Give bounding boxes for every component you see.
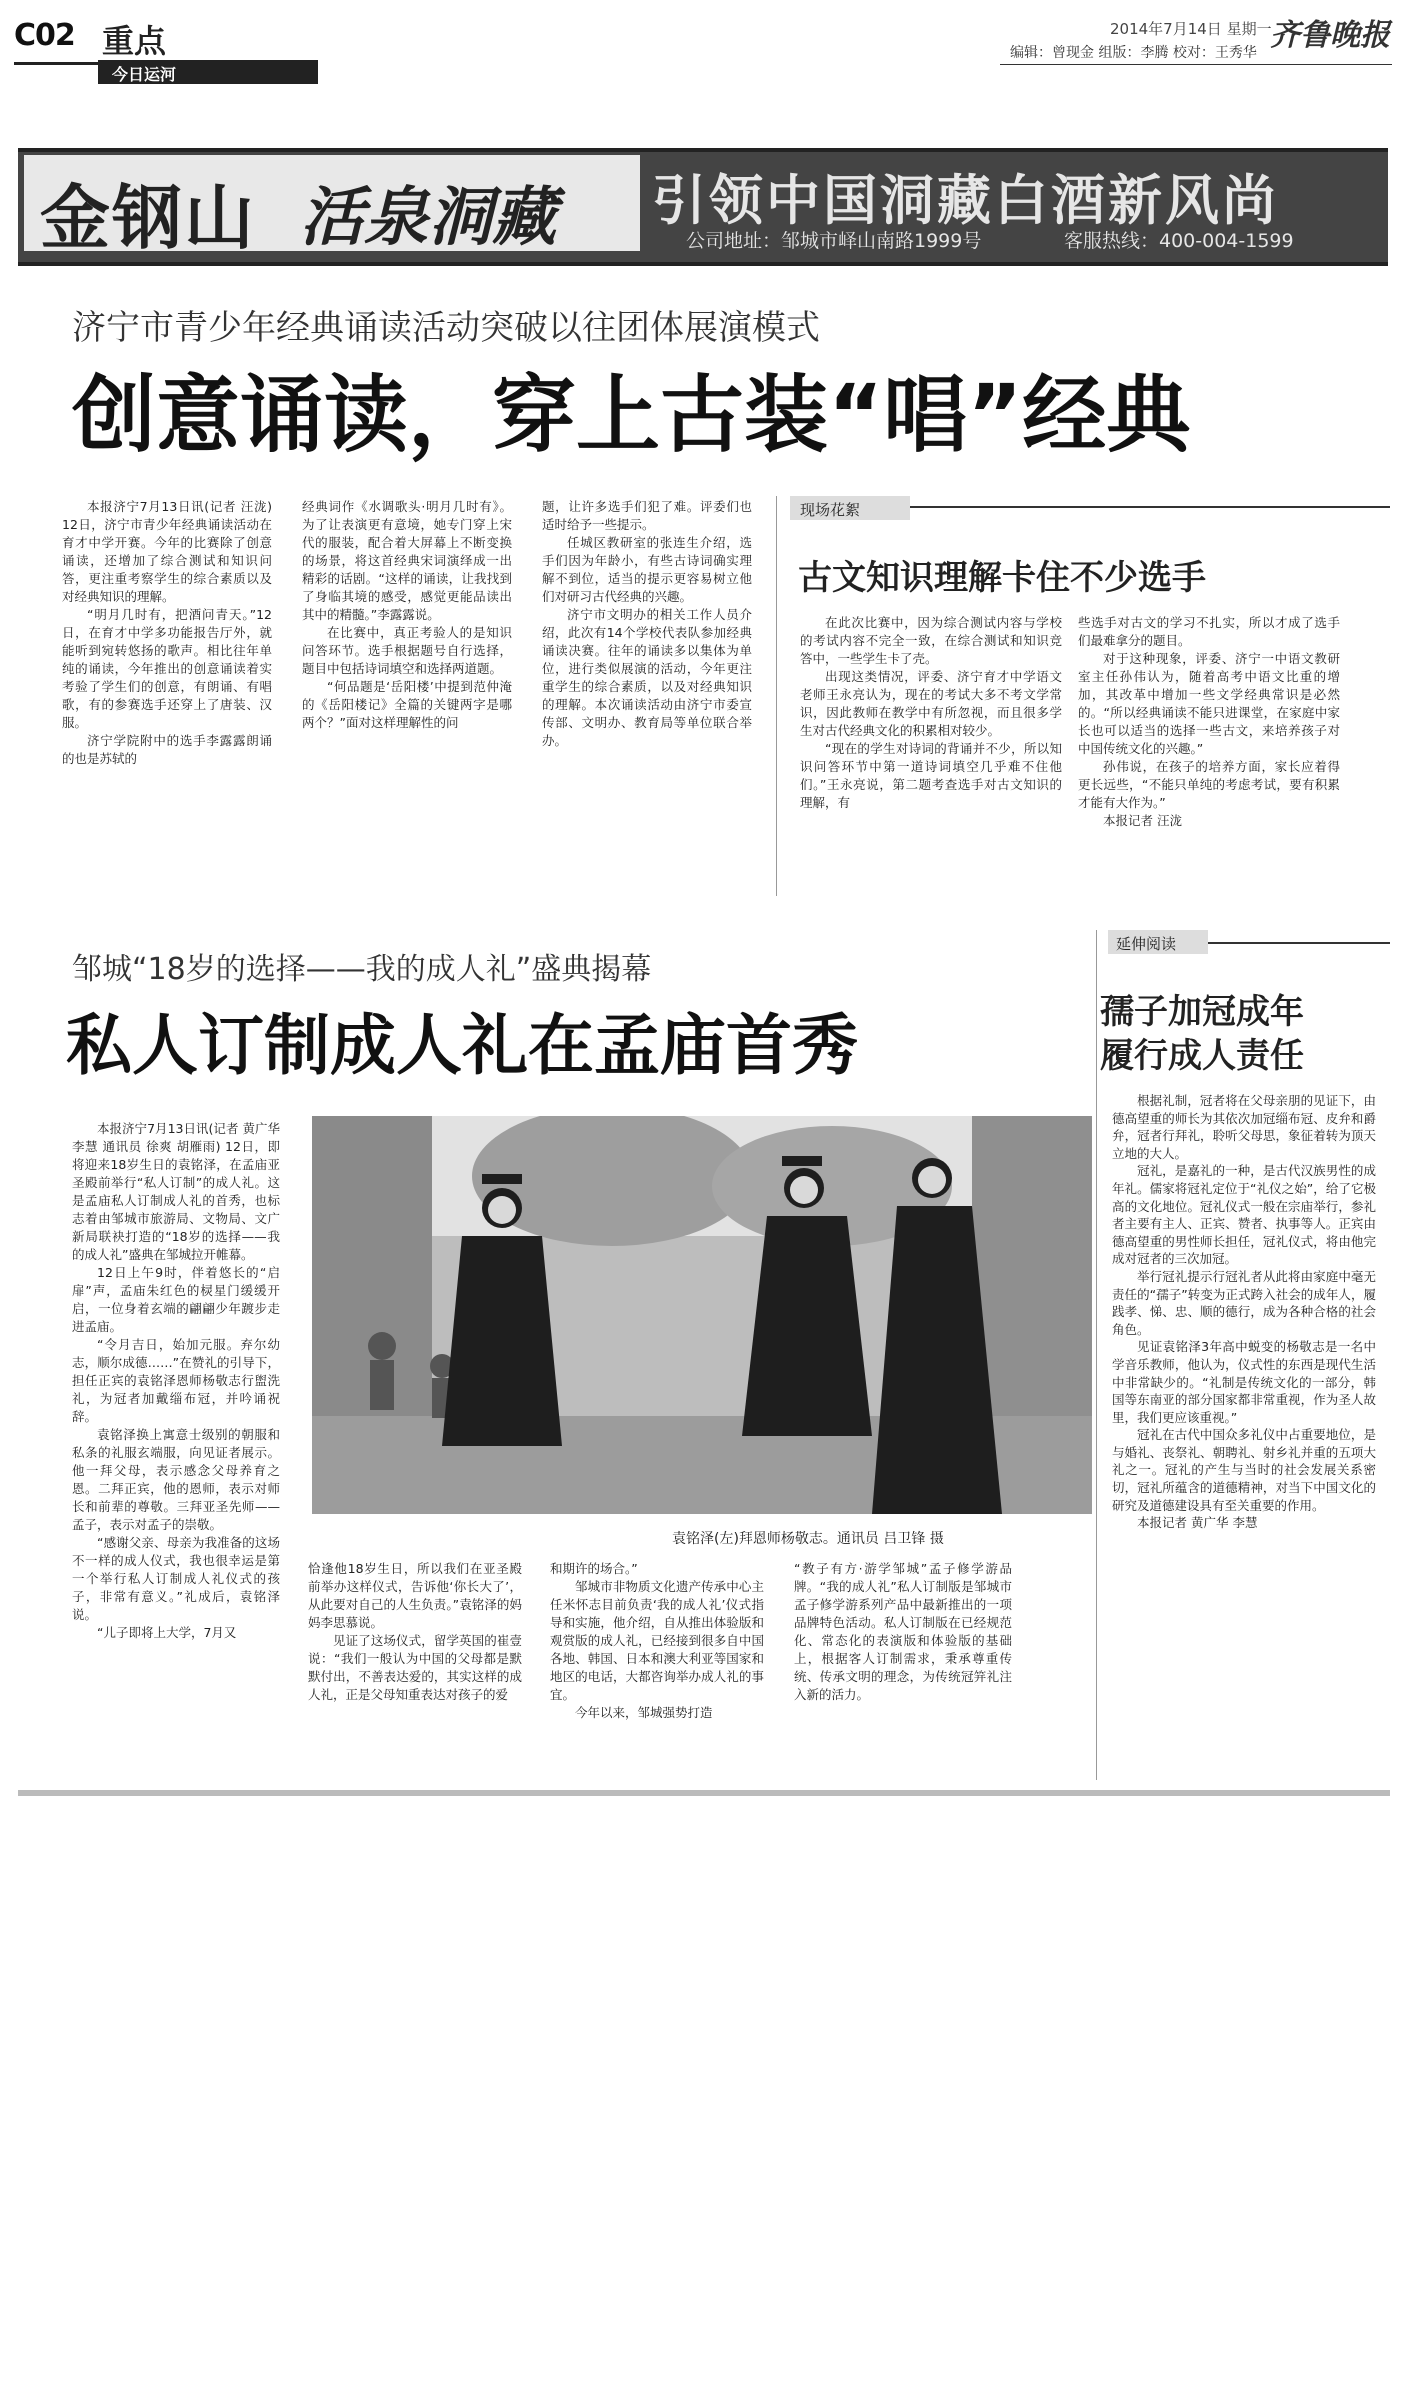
header-bottom-rule [1000, 64, 1392, 65]
paragraph: “明月几时有，把酒问青天。”12日，在育才中学多功能报告厅外，就能听到宛转悠扬的歌声。相比往年单纯的诵读，今年推出的创意诵读着实考验了学生们的创意，有朗诵、有唱歌，有的参赛选手还穿上了唐装、汉服。 [62, 607, 272, 730]
paragraph: 任城区教研室的张连生介绍，选手们因为年龄小，有些古诗词确实理解不到位，适当的提示更容易树立他们对研习古代经典的兴趣。 [542, 535, 752, 604]
article2-col4 [794, 1560, 1012, 1704]
paragraph: 本报济宁7月13日讯(记者 黄广华 李慧 通讯员 徐爽 胡雁雨) 12日，即将迎来18岁生日的袁铭泽，在孟庙亚圣殿前举行“私人订制”的成人礼。这是孟庙私人订制成人礼的首秀，也标志着由邹城市旅游局、文物局、文广新局联袂打造的“18岁的选择——我的成人礼”盛典在邹城拉开帷幕。 [72, 1121, 280, 1262]
sidebar2-body [1112, 1092, 1376, 1532]
paragraph: 济宁学院附中的选手李露露朗诵的也是苏轼的 [62, 733, 272, 766]
sidebar1-title: 古文知识理解卡住不少选手 [798, 558, 1206, 598]
ad-hotline: 客服热线：400-004-1599 [1064, 230, 1294, 252]
article1-subtitle: 济宁市青少年经典诵读活动突破以往团体展演模式 [72, 308, 820, 348]
editor-line: 编辑：曾现金 组版：李腾 校对：王秀华 [1010, 45, 1257, 61]
paragraph: 12日上午9时，伴着悠长的“启扉”声，孟庙朱红色的棂星门缓缓开启，一位身着玄端的翩翩少年踱步走进孟庙。 [72, 1265, 280, 1334]
paragraph: 题，让许多选手们犯了难。评委们也适时给予一些提示。 [542, 499, 752, 532]
paragraph: 见证了这场仪式，留学英国的崔壹说：“我们一般认为中国的父母都是默默付出，不善表达爱的，其实这样的成人礼，正是父母知重表达对孩子的爱 [308, 1633, 522, 1702]
article2-col3 [550, 1560, 764, 1722]
article2-col2 [308, 1560, 522, 1704]
paragraph: 邹城市非物质文化遗产传承中心主任米怀志目前负责‘我的成人礼’仪式指导和实施，他介绍，自从推出体验版和观赏版的成人礼，已经接到很多自中国各地、韩国、日本和澳大利亚等国家和地区的电话，大都咨询举办成人礼的事宜。 [550, 1579, 764, 1702]
article1-col1 [62, 498, 272, 768]
ad-brand-sub: 活泉洞藏 [300, 180, 556, 255]
paragraph: 些选手对古文的学习不扎实，所以才成了选手们最难拿分的题目。 [1078, 615, 1340, 648]
paragraph: 举行冠礼提示行冠礼者从此将由家庭中毫无责任的“孺子”转变为正式跨入社会的成年人，履践孝、悌、忠、顺的德行，成为各种合格的社会角色。 [1112, 1268, 1376, 1337]
article2-title: 私人订制成人礼在孟庙首秀 [66, 1007, 858, 1084]
sidebar2-tag-label: 延伸阅读 [1116, 935, 1177, 953]
sidebar1-col1 [800, 614, 1062, 812]
paragraph: “感谢父亲、母亲为我准备的这场不一样的成人仪式，我也很幸运是第一个举行私人订制成人礼仪式的孩子，非常有意义。”礼成后，袁铭泽说。 [72, 1535, 280, 1622]
ad-slogan: 引领中国洞藏白酒新风尚 [652, 169, 1279, 232]
paragraph: 对于这种现象，评委、济宁一中语文教研室主任孙伟认为，随着高考中语文比重的增加，其改革中增加一些文学经典常识是必然的。“所以经典诵读不能只进课堂，在家庭中家长也可以适当的选择一些古文，来培养孩子对中国传统文化的兴趣。” [1078, 651, 1340, 756]
paragraph: “儿子即将上大学，7月又 [97, 1625, 237, 1640]
masthead-logo: 齐鲁晚报 [1270, 18, 1390, 53]
paragraph: 根据礼制，冠者将在父母亲朋的见证下，由德高望重的师长为其依次加冠缁布冠、皮弁和爵弁，冠者行拜礼，聆听父母思，象征着转为顶天立地的大人。 [1112, 1093, 1376, 1161]
paragraph: 袁铭泽换上寓意士级别的朝服和私条的礼服玄端服，向见证者展示。他一拜父母，表示感念父母养育之恩。二拜正宾，他的恩师，表示对师长和前辈的尊敬。三拜亚圣先师——孟子，表示对孟子的崇敬。 [72, 1427, 280, 1532]
paragraph: 在比赛中，真正考验人的是知识问答环节。选手根据题号自行选择，题目中包括诗词填空和选择两道题。 [302, 625, 512, 676]
paragraph: “何品题是‘岳阳楼’中提到范仲淹的《岳阳楼记》全篇的关键两字是哪两个？”面对这样理解性的问 [302, 679, 512, 730]
paragraph: 见证袁铭泽3年高中蜕变的杨敬志是一名中学音乐教师，他认为，仪式性的东西是现代生活中非常缺少的。“礼制是传统文化的一部分，韩国等东南亚的部分国家都非常重视，作为圣人故里，我们更应该重视。” [1112, 1339, 1376, 1425]
byline: 本报记者 汪泷 [1103, 813, 1182, 828]
date-line: 2014年7月14日 星期一 [1110, 20, 1272, 38]
paragraph: “令月吉日，始加元服。弃尔幼志，顺尔成德……”在赞礼的引导下，担任正宾的袁铭泽恩师杨敬志行盥洗礼，为冠者加戴缁布冠，并吟诵祝辞。 [72, 1337, 280, 1424]
paragraph: 孙伟说，在孩子的培养方面，家长应着得更长远些，“不能只单纯的考虑考试，要有积累才能有大作为。” [1078, 759, 1340, 810]
article2-col1 [72, 1120, 280, 1642]
paragraph: “教子有方·游学邹城”孟子修学游品牌。“我的成人礼”私人订制版是邹城市孟子修学游系列产品中最新推出的一项品牌特色活动。私人订制版在已经规范化、常态化的表演版和体验版的基础上，根据客人订制需求，秉承尊重传统、传承文明的理念，为传统冠笄礼注入新的活力。 [794, 1561, 1012, 1702]
header-rule [14, 62, 98, 65]
subsection-label: 今日运河 [112, 65, 177, 84]
paragraph: 济宁市文明办的相关工作人员介绍，此次有14个学校代表队参加经典诵读决赛。往年的诵读多以集体为单位，进行类似展演的活动，今年更注重学生的综合素质，以及对经典知识的理解。本次诵读活动由济宁市委宣传部、文明办、教育局等单位联合举办。 [542, 607, 752, 748]
ad-brand: 金钢山 [40, 177, 256, 259]
article1-title: 创意诵读，穿上古装“唱”经典 [72, 366, 1191, 464]
page-code: C02 [14, 18, 75, 53]
article1-col3 [542, 498, 752, 750]
paragraph: “现在的学生对诗词的背诵并不少，所以知识问答环节中第一道诗词填空几乎难不住他们。”王永亮说，第二题考查选手对古文知识的理解，有 [800, 741, 1062, 810]
ad-address: 公司地址：邹城市峄山南路1999号 [686, 230, 982, 252]
paragraph: 出现这类情况，评委、济宁育才中学语文老师王永亮认为，现在的考试大多不考文学常识，因此教师在教学中有所忽视，而且很多学生对古代经典文化的积累相对较少。 [800, 669, 1062, 738]
paragraph: 今年以来，邹城强势打造 [575, 1705, 713, 1720]
sidebar1-col2 [1078, 614, 1340, 830]
sidebar2-divider [1096, 930, 1097, 1780]
byline: 本报记者 黄广华 李慧 [1137, 1515, 1258, 1531]
article2-subtitle: 邹城“18岁的选择——我的成人礼”盛典揭幕 [72, 952, 652, 987]
photo-caption: 袁铭泽(左)拜恩师杨敬志。通讯员 吕卫锋 摄 [672, 1531, 944, 1547]
article1-col2 [302, 498, 512, 732]
sidebar2-title-line1: 孺子加冠成年 [1100, 992, 1304, 1032]
paragraph: 经典词作《水调歌头·明月几时有》。为了让表演更有意境，她专门穿上宋代的服装，配合着大屏幕上不断变换的场景，将这首经典宋词演绎成一出精彩的话剧。“这样的诵读，让我找到了身临其境的感受，感觉更能品读出其中的精髓。”李露露说。 [302, 499, 512, 622]
paragraph: 冠礼，是嘉礼的一种，是古代汉族男性的成年礼。儒家将冠礼定位于“礼仪之始”，给了它极高的文化地位。冠礼仪式一般在宗庙举行，参礼者主要有主人、正宾、赞者、执事等人。正宾由德高望重的男性师长担任，冠礼仪式，将由他完成对冠者的三次加冠。 [1112, 1163, 1376, 1267]
ceremony-photo [312, 1116, 1092, 1514]
paragraph: 恰逢他18岁生日，所以我们在亚圣殿前举办这样仪式，告诉他‘你长大了’，从此要对自己的人生负责。”袁铭泽的妈妈李思慕说。 [308, 1561, 522, 1630]
section-title: 重点 [102, 22, 167, 60]
sidebar1-tag-label: 现场花絮 [800, 501, 861, 519]
ceremony-illustration [312, 1116, 1092, 1514]
paragraph: 和期许的场合。” [550, 1561, 638, 1576]
paragraph: 在此次比赛中，因为综合测试内容与学校的考试内容不完全一致，在综合测试和知识竞答中，一些学生卡了壳。 [800, 615, 1062, 666]
paragraph: 本报济宁7月13日讯(记者 汪泷) 12日，济宁市青少年经典诵读活动在育才中学开赛。今年的比赛除了创意诵读，还增加了综合测试和知识问答，更注重考察学生的综合素质以及对经典知识的理解。 [62, 499, 272, 604]
bottom-band [18, 1790, 1390, 1796]
sidebar1-divider [776, 496, 777, 896]
sidebar2-title-line2: 履行成人责任 [1100, 1036, 1304, 1076]
paragraph: 冠礼在古代中国众多礼仪中占重要地位，是与婚礼、丧祭礼、朝聘礼、射乡礼并重的五项大礼之一。冠礼的产生与当时的社会发展关系密切，冠礼所蕴含的道德精神，对当下中国文化的研究及道德建设具有至关重要的作用。 [1112, 1427, 1376, 1513]
